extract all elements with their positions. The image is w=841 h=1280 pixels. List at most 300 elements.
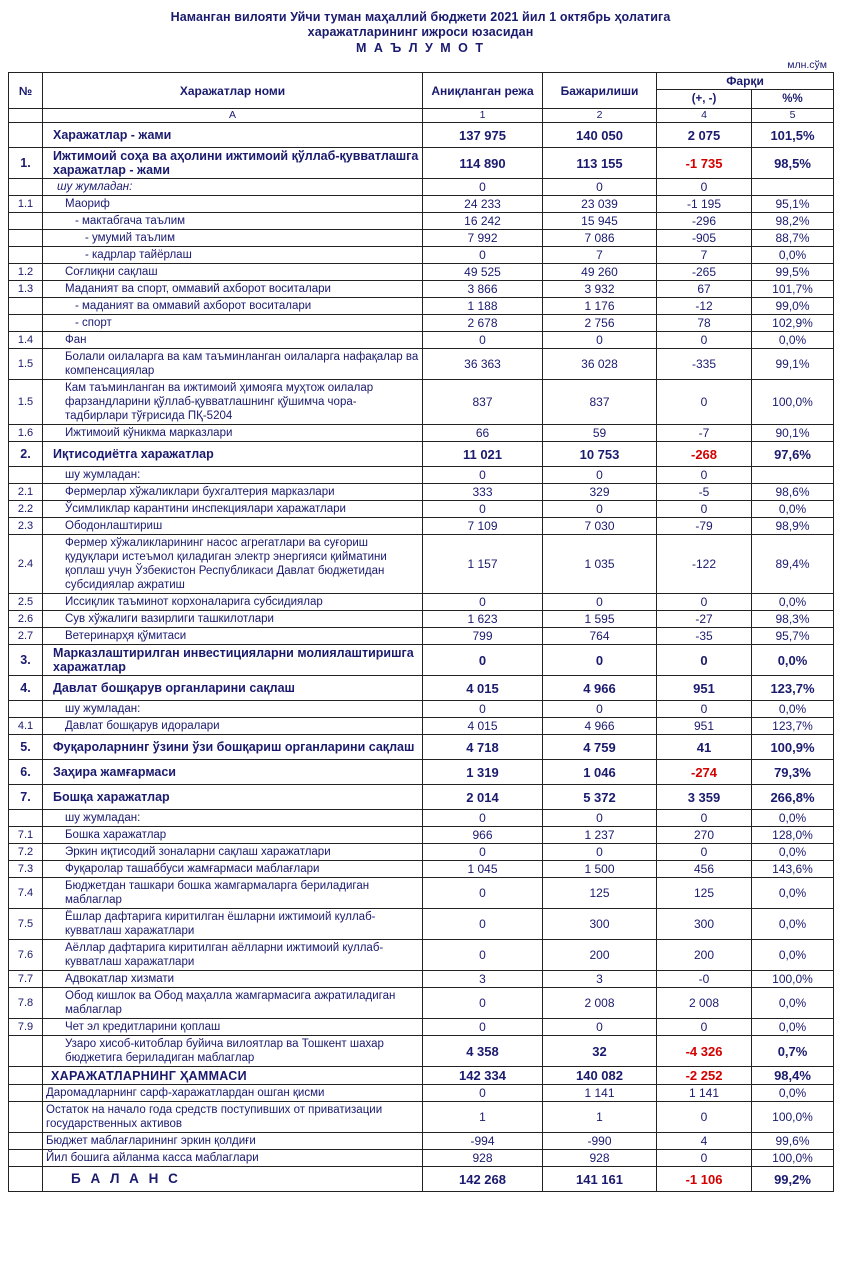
col-header-fact: Бажарилиши (543, 73, 657, 109)
col-letter-0 (9, 109, 43, 123)
row-number (9, 1102, 43, 1133)
row-label: шу жумладан: (43, 810, 423, 827)
row-label: Маданият ва спорт, оммавий ахборот воситалари (43, 281, 423, 298)
row-plan-value: 4 015 (423, 718, 543, 735)
row-label: Остаток на начало года средств поступивших от приватизации государственных активов (43, 1102, 423, 1133)
row-plan-value: 3 (423, 971, 543, 988)
row-number (9, 467, 43, 484)
row-plan-value: 0 (423, 810, 543, 827)
row-pct-value (752, 179, 834, 196)
row-fact-value: 1 500 (543, 861, 657, 878)
row-pct-value: 100,0% (752, 380, 834, 425)
table-row (9, 535, 834, 594)
row-diff-value: 456 (657, 861, 752, 878)
table-row (9, 281, 834, 298)
row-diff-value: 0 (657, 380, 752, 425)
row-plan-value: 4 718 (423, 735, 543, 760)
table-row (9, 611, 834, 628)
table-row (9, 844, 834, 861)
row-number: 7.7 (9, 971, 43, 988)
col-letter-a: А (43, 109, 423, 123)
table-row (9, 332, 834, 349)
col-letter-4: 4 (657, 109, 752, 123)
row-pct-value: 97,6% (752, 442, 834, 467)
row-plan-value: 0 (423, 844, 543, 861)
row-plan-value: 0 (423, 467, 543, 484)
row-pct-value: 102,9% (752, 315, 834, 332)
row-diff-value: -1 106 (657, 1167, 752, 1192)
row-number: 1.1 (9, 196, 43, 213)
row-diff-value: 0 (657, 810, 752, 827)
row-pct-value: 101,5% (752, 123, 834, 148)
row-label: Фуқаролар ташаббуси жамғармаси маблағлари (43, 861, 423, 878)
row-plan-value: 1 157 (423, 535, 543, 594)
row-number: 7.1 (9, 827, 43, 844)
row-label: Йил бошига айланма касса маблаглари (43, 1150, 423, 1167)
row-diff-value: 0 (657, 645, 752, 676)
row-diff-value: 270 (657, 827, 752, 844)
row-number: 2.2 (9, 501, 43, 518)
row-fact-value: 15 945 (543, 213, 657, 230)
row-diff-value: 78 (657, 315, 752, 332)
row-pct-value: 98,4% (752, 1067, 834, 1085)
row-fact-value: 928 (543, 1150, 657, 1167)
title-line-1: Наманган вилояти Уйчи туман маҳаллий бюджети 2021 йил 1 октябрь ҳолатига (170, 10, 671, 24)
row-plan-value: 0 (423, 909, 543, 940)
row-plan-value: 24 233 (423, 196, 543, 213)
row-label: Маориф (43, 196, 423, 213)
row-pct-value: 266,8% (752, 785, 834, 810)
table-row (9, 1067, 834, 1085)
row-fact-value: 7 030 (543, 518, 657, 535)
row-label: Харажатлар - жами (43, 123, 423, 148)
table-row (9, 861, 834, 878)
table-row (9, 988, 834, 1019)
row-plan-value: 1 623 (423, 611, 543, 628)
row-diff-value: 0 (657, 844, 752, 861)
row-pct-value: 0,0% (752, 988, 834, 1019)
row-plan-value: 4 015 (423, 676, 543, 701)
row-number: 2.5 (9, 594, 43, 611)
row-diff-value: 0 (657, 179, 752, 196)
table-row (9, 442, 834, 467)
row-label: Ветеринарҳя қўмитаси (43, 628, 423, 645)
row-plan-value: 142 334 (423, 1067, 543, 1085)
row-pct-value: 123,7% (752, 718, 834, 735)
row-label: шу жумладан: (43, 701, 423, 718)
table-row (9, 810, 834, 827)
table-row (9, 1167, 834, 1192)
row-label: Давлат бошқарув идоралари (43, 718, 423, 735)
table-row (9, 971, 834, 988)
row-fact-value: 4 966 (543, 718, 657, 735)
row-fact-value: 1 (543, 1102, 657, 1133)
row-label: Узаро хисоб-китоблар буйича вилоятлар ва Тошкент шахар бюджетига бериладиган маблаглар (43, 1036, 423, 1067)
row-plan-value: 1 045 (423, 861, 543, 878)
row-pct-value: 0,0% (752, 594, 834, 611)
row-plan-value: 0 (423, 1019, 543, 1036)
row-diff-value: -12 (657, 298, 752, 315)
row-diff-value: 3 359 (657, 785, 752, 810)
table-row (9, 148, 834, 179)
row-fact-value: 5 372 (543, 785, 657, 810)
row-number: 7.6 (9, 940, 43, 971)
row-pct-value: 79,3% (752, 760, 834, 785)
table-row (9, 1102, 834, 1133)
row-plan-value: 2 014 (423, 785, 543, 810)
row-plan-value: 0 (423, 701, 543, 718)
row-diff-value: -335 (657, 349, 752, 380)
row-pct-value: 0,0% (752, 501, 834, 518)
table-row (9, 760, 834, 785)
row-number: 1. (9, 148, 43, 179)
row-fact-value: 1 035 (543, 535, 657, 594)
table-row (9, 123, 834, 148)
table-row (9, 1036, 834, 1067)
title-line-2: харажатларининг ижроси юзасидан (307, 25, 534, 39)
col-header-diff-group: Фарқи (657, 73, 834, 90)
row-pct-value: 95,1% (752, 196, 834, 213)
table-row (9, 230, 834, 247)
row-fact-value: 1 141 (543, 1085, 657, 1102)
row-pct-value: 0,0% (752, 1085, 834, 1102)
row-diff-value: -4 326 (657, 1036, 752, 1067)
row-label: Ўсимликлар карантини инспекциялари харажатлари (43, 501, 423, 518)
col-letter-1: 1 (423, 109, 543, 123)
row-number: 1.5 (9, 349, 43, 380)
row-plan-value: 1 (423, 1102, 543, 1133)
row-pct-value: 123,7% (752, 676, 834, 701)
row-label: Чет эл кредитларини қоплаш (43, 1019, 423, 1036)
row-label: Бюджет маблағларининг эркин қолдиғи (43, 1133, 423, 1150)
row-diff-value: 0 (657, 1102, 752, 1133)
row-label: Бошка харажатлар (43, 827, 423, 844)
row-pct-value: 0,0% (752, 909, 834, 940)
row-fact-value: 7 (543, 247, 657, 264)
row-number (9, 810, 43, 827)
row-diff-value: 2 075 (657, 123, 752, 148)
row-number (9, 230, 43, 247)
row-number (9, 213, 43, 230)
table-row (9, 196, 834, 213)
row-pct-value (752, 467, 834, 484)
row-fact-value: 0 (543, 467, 657, 484)
table-row (9, 735, 834, 760)
row-plan-value: 66 (423, 425, 543, 442)
row-pct-value: 143,6% (752, 861, 834, 878)
row-fact-value: 329 (543, 484, 657, 501)
table-row (9, 298, 834, 315)
row-label: Болали оилаларга ва кам таъминланган оилаларга нафақалар ва компенсациялар (43, 349, 423, 380)
row-fact-value: 49 260 (543, 264, 657, 281)
row-fact-value: 140 082 (543, 1067, 657, 1085)
table-row (9, 349, 834, 380)
row-diff-value: 0 (657, 467, 752, 484)
row-number: 7.8 (9, 988, 43, 1019)
row-diff-value: 0 (657, 701, 752, 718)
row-label: - умумий таълим (43, 230, 423, 247)
row-diff-value: -296 (657, 213, 752, 230)
row-label: Иқтисодиётга харажатлар (43, 442, 423, 467)
row-diff-value: 0 (657, 1019, 752, 1036)
row-fact-value: 0 (543, 810, 657, 827)
row-diff-value: 951 (657, 676, 752, 701)
table-row (9, 315, 834, 332)
row-number (9, 298, 43, 315)
table-row (9, 878, 834, 909)
row-label: Ижтимоий соҳа ва аҳолини ижтимоий қўллаб-қувватлашга харажатлар - жами (43, 148, 423, 179)
row-label: - кадрлар тайёрлаш (43, 247, 423, 264)
row-number (9, 1067, 43, 1085)
row-pct-value: 98,3% (752, 611, 834, 628)
row-pct-value: 100,9% (752, 735, 834, 760)
row-fact-value: 2 008 (543, 988, 657, 1019)
row-pct-value: 128,0% (752, 827, 834, 844)
row-plan-value: 1 188 (423, 298, 543, 315)
row-number (9, 315, 43, 332)
row-number: 7.4 (9, 878, 43, 909)
row-number: 1.2 (9, 264, 43, 281)
row-number: 1.6 (9, 425, 43, 442)
row-number: 2.1 (9, 484, 43, 501)
row-plan-value: 333 (423, 484, 543, 501)
row-fact-value: 10 753 (543, 442, 657, 467)
row-label: Марказлаштирилган инвестицияларни молиялаштиришга харажатлар (43, 645, 423, 676)
table-row (9, 701, 834, 718)
row-fact-value: 0 (543, 179, 657, 196)
row-fact-value: 0 (543, 645, 657, 676)
row-pct-value: 98,6% (752, 484, 834, 501)
row-diff-value: 67 (657, 281, 752, 298)
row-pct-value: 0,0% (752, 810, 834, 827)
col-header-name: Харажатлар номи (43, 73, 423, 109)
row-label: Фуқароларнинг ўзини ўзи бошқариш органларини сақлаш (43, 735, 423, 760)
table-row (9, 179, 834, 196)
col-header-diff: (+, -) (657, 90, 752, 109)
table-row (9, 909, 834, 940)
row-number: 1.3 (9, 281, 43, 298)
row-diff-value: -1 735 (657, 148, 752, 179)
row-pct-value: 98,9% (752, 518, 834, 535)
row-fact-value: 0 (543, 501, 657, 518)
row-diff-value: 951 (657, 718, 752, 735)
row-number (9, 179, 43, 196)
row-number: 2.3 (9, 518, 43, 535)
row-fact-value: 1 237 (543, 827, 657, 844)
row-number: 7.2 (9, 844, 43, 861)
row-number (9, 247, 43, 264)
table-row (9, 594, 834, 611)
row-fact-value: -990 (543, 1133, 657, 1150)
row-fact-value: 300 (543, 909, 657, 940)
row-plan-value: 0 (423, 1085, 543, 1102)
row-diff-value: 1 141 (657, 1085, 752, 1102)
expenditure-table (8, 72, 834, 1192)
col-header-no: № (9, 73, 43, 109)
row-pct-value: 88,7% (752, 230, 834, 247)
row-pct-value: 98,2% (752, 213, 834, 230)
row-label: Обод кишлок ва Обод маҳалла жамгармасига ажратиладиган маблаглар (43, 988, 423, 1019)
row-plan-value: 966 (423, 827, 543, 844)
row-fact-value: 36 028 (543, 349, 657, 380)
row-label: - мактабгача таълим (43, 213, 423, 230)
row-fact-value: 0 (543, 594, 657, 611)
row-fact-value: 200 (543, 940, 657, 971)
row-fact-value: 1 595 (543, 611, 657, 628)
row-pct-value: 100,0% (752, 971, 834, 988)
title-line-3: М А Ъ Л У М О Т (356, 41, 485, 55)
row-fact-value: 140 050 (543, 123, 657, 148)
row-fact-value: 1 176 (543, 298, 657, 315)
row-label: Адвокатлар хизмати (43, 971, 423, 988)
row-number (9, 123, 43, 148)
row-fact-value: 764 (543, 628, 657, 645)
row-number: 5. (9, 735, 43, 760)
row-diff-value: 125 (657, 878, 752, 909)
unit-label: млн.сўм (787, 59, 827, 71)
row-fact-value: 113 155 (543, 148, 657, 179)
row-label: Б А Л А Н С (43, 1167, 423, 1192)
row-plan-value: 928 (423, 1150, 543, 1167)
row-pct-value: 99,1% (752, 349, 834, 380)
row-label: Иссиқлик таъминот корхоналарига субсидиялар (43, 594, 423, 611)
table-row (9, 785, 834, 810)
row-plan-value: 0 (423, 940, 543, 971)
table-row (9, 827, 834, 844)
row-number: 6. (9, 760, 43, 785)
row-diff-value: 200 (657, 940, 752, 971)
row-plan-value: 0 (423, 988, 543, 1019)
row-diff-value: 0 (657, 1150, 752, 1167)
row-pct-value: 0,0% (752, 701, 834, 718)
table-row (9, 676, 834, 701)
row-plan-value: 0 (423, 878, 543, 909)
row-diff-value: -265 (657, 264, 752, 281)
row-plan-value: 2 678 (423, 315, 543, 332)
row-label: Бошқа харажатлар (43, 785, 423, 810)
row-fact-value: 4 966 (543, 676, 657, 701)
col-header-plan: Аниқланган режа (423, 73, 543, 109)
row-diff-value: 0 (657, 332, 752, 349)
row-fact-value: 2 756 (543, 315, 657, 332)
row-number (9, 1167, 43, 1192)
row-plan-value: 11 021 (423, 442, 543, 467)
row-label: Аёллар дафтарига киритилган аёлларни ижтимоий куллаб-кувватлаш харажатлари (43, 940, 423, 971)
table-row (9, 1133, 834, 1150)
row-fact-value: 7 086 (543, 230, 657, 247)
row-plan-value: 3 866 (423, 281, 543, 298)
row-pct-value: 0,0% (752, 1019, 834, 1036)
table-row (9, 467, 834, 484)
row-plan-value: 114 890 (423, 148, 543, 179)
col-letter-2: 2 (543, 109, 657, 123)
row-number: 2.7 (9, 628, 43, 645)
row-pct-value: 101,7% (752, 281, 834, 298)
row-number: 4.1 (9, 718, 43, 735)
row-plan-value: 0 (423, 501, 543, 518)
row-label: Фермер хўжаликларининг насос агрегатлари ва суғориш қудуқлари истеъмол қиладиган электр энергияси қийматини қоплаш учун Ўзбекистон Республикаси Давлат бюджетидан субсидиялар ажратиш (43, 535, 423, 594)
row-pct-value: 0,0% (752, 878, 834, 909)
row-pct-value: 0,0% (752, 940, 834, 971)
row-pct-value: 100,0% (752, 1150, 834, 1167)
row-label: Эркин иқтисодий зоналарни сақлаш харажатлари (43, 844, 423, 861)
row-diff-value: 7 (657, 247, 752, 264)
row-number (9, 1036, 43, 1067)
row-label: Ижтимоий кўникма марказлари (43, 425, 423, 442)
row-diff-value: 41 (657, 735, 752, 760)
row-number: 7.5 (9, 909, 43, 940)
row-label: Ёшлар дафтарига киритилган ёшларни ижтимоий куллаб-кувватлаш харажатлари (43, 909, 423, 940)
row-number (9, 1133, 43, 1150)
row-fact-value: 837 (543, 380, 657, 425)
row-pct-value: 99,6% (752, 1133, 834, 1150)
row-plan-value: 142 268 (423, 1167, 543, 1192)
row-label: ХАРАЖАТЛАРНИНГ ҲАММАСИ (43, 1067, 423, 1085)
col-header-pct: %% (752, 90, 834, 109)
row-pct-value: 99,5% (752, 264, 834, 281)
row-number: 2. (9, 442, 43, 467)
row-fact-value: 0 (543, 332, 657, 349)
row-diff-value: -79 (657, 518, 752, 535)
row-fact-value: 59 (543, 425, 657, 442)
row-number: 3. (9, 645, 43, 676)
row-plan-value: 137 975 (423, 123, 543, 148)
row-fact-value: 1 046 (543, 760, 657, 785)
row-number: 7.9 (9, 1019, 43, 1036)
row-diff-value: 0 (657, 501, 752, 518)
row-label: Фан (43, 332, 423, 349)
row-fact-value: 3 932 (543, 281, 657, 298)
row-diff-value: -5 (657, 484, 752, 501)
row-plan-value: 1 319 (423, 760, 543, 785)
row-diff-value: 2 008 (657, 988, 752, 1019)
table-header (9, 73, 834, 123)
row-fact-value: 4 759 (543, 735, 657, 760)
table-row (9, 501, 834, 518)
row-diff-value: 300 (657, 909, 752, 940)
row-number: 7.3 (9, 861, 43, 878)
table-row (9, 264, 834, 281)
row-plan-value: 49 525 (423, 264, 543, 281)
table-row (9, 213, 834, 230)
row-label: Кам таъминланган ва ижтимоий ҳимояга муҳтож оилалар фарзандларини қўллаб-қувватлашнинг қўшимча чора-тадбирлари тўғрисида ПҚ-5204 (43, 380, 423, 425)
row-diff-value: -274 (657, 760, 752, 785)
row-label: - спорт (43, 315, 423, 332)
row-plan-value: -994 (423, 1133, 543, 1150)
row-pct-value: 0,0% (752, 247, 834, 264)
row-fact-value: 23 039 (543, 196, 657, 213)
table-row (9, 247, 834, 264)
row-label: Бюджетдан ташкари бошка жамгармаларга бериладиган маблаглар (43, 878, 423, 909)
row-number: 4. (9, 676, 43, 701)
row-number: 7. (9, 785, 43, 810)
row-plan-value: 7 992 (423, 230, 543, 247)
row-diff-value: -0 (657, 971, 752, 988)
row-label: - маданият ва оммавий ахборот воситалари (43, 298, 423, 315)
row-diff-value: -7 (657, 425, 752, 442)
row-diff-value: 0 (657, 594, 752, 611)
row-diff-value: -27 (657, 611, 752, 628)
row-diff-value: -905 (657, 230, 752, 247)
row-pct-value: 0,0% (752, 645, 834, 676)
row-fact-value: 141 161 (543, 1167, 657, 1192)
row-plan-value: 7 109 (423, 518, 543, 535)
row-pct-value: 95,7% (752, 628, 834, 645)
row-plan-value: 0 (423, 594, 543, 611)
row-plan-value: 16 242 (423, 213, 543, 230)
row-diff-value: -35 (657, 628, 752, 645)
table-row (9, 1019, 834, 1036)
